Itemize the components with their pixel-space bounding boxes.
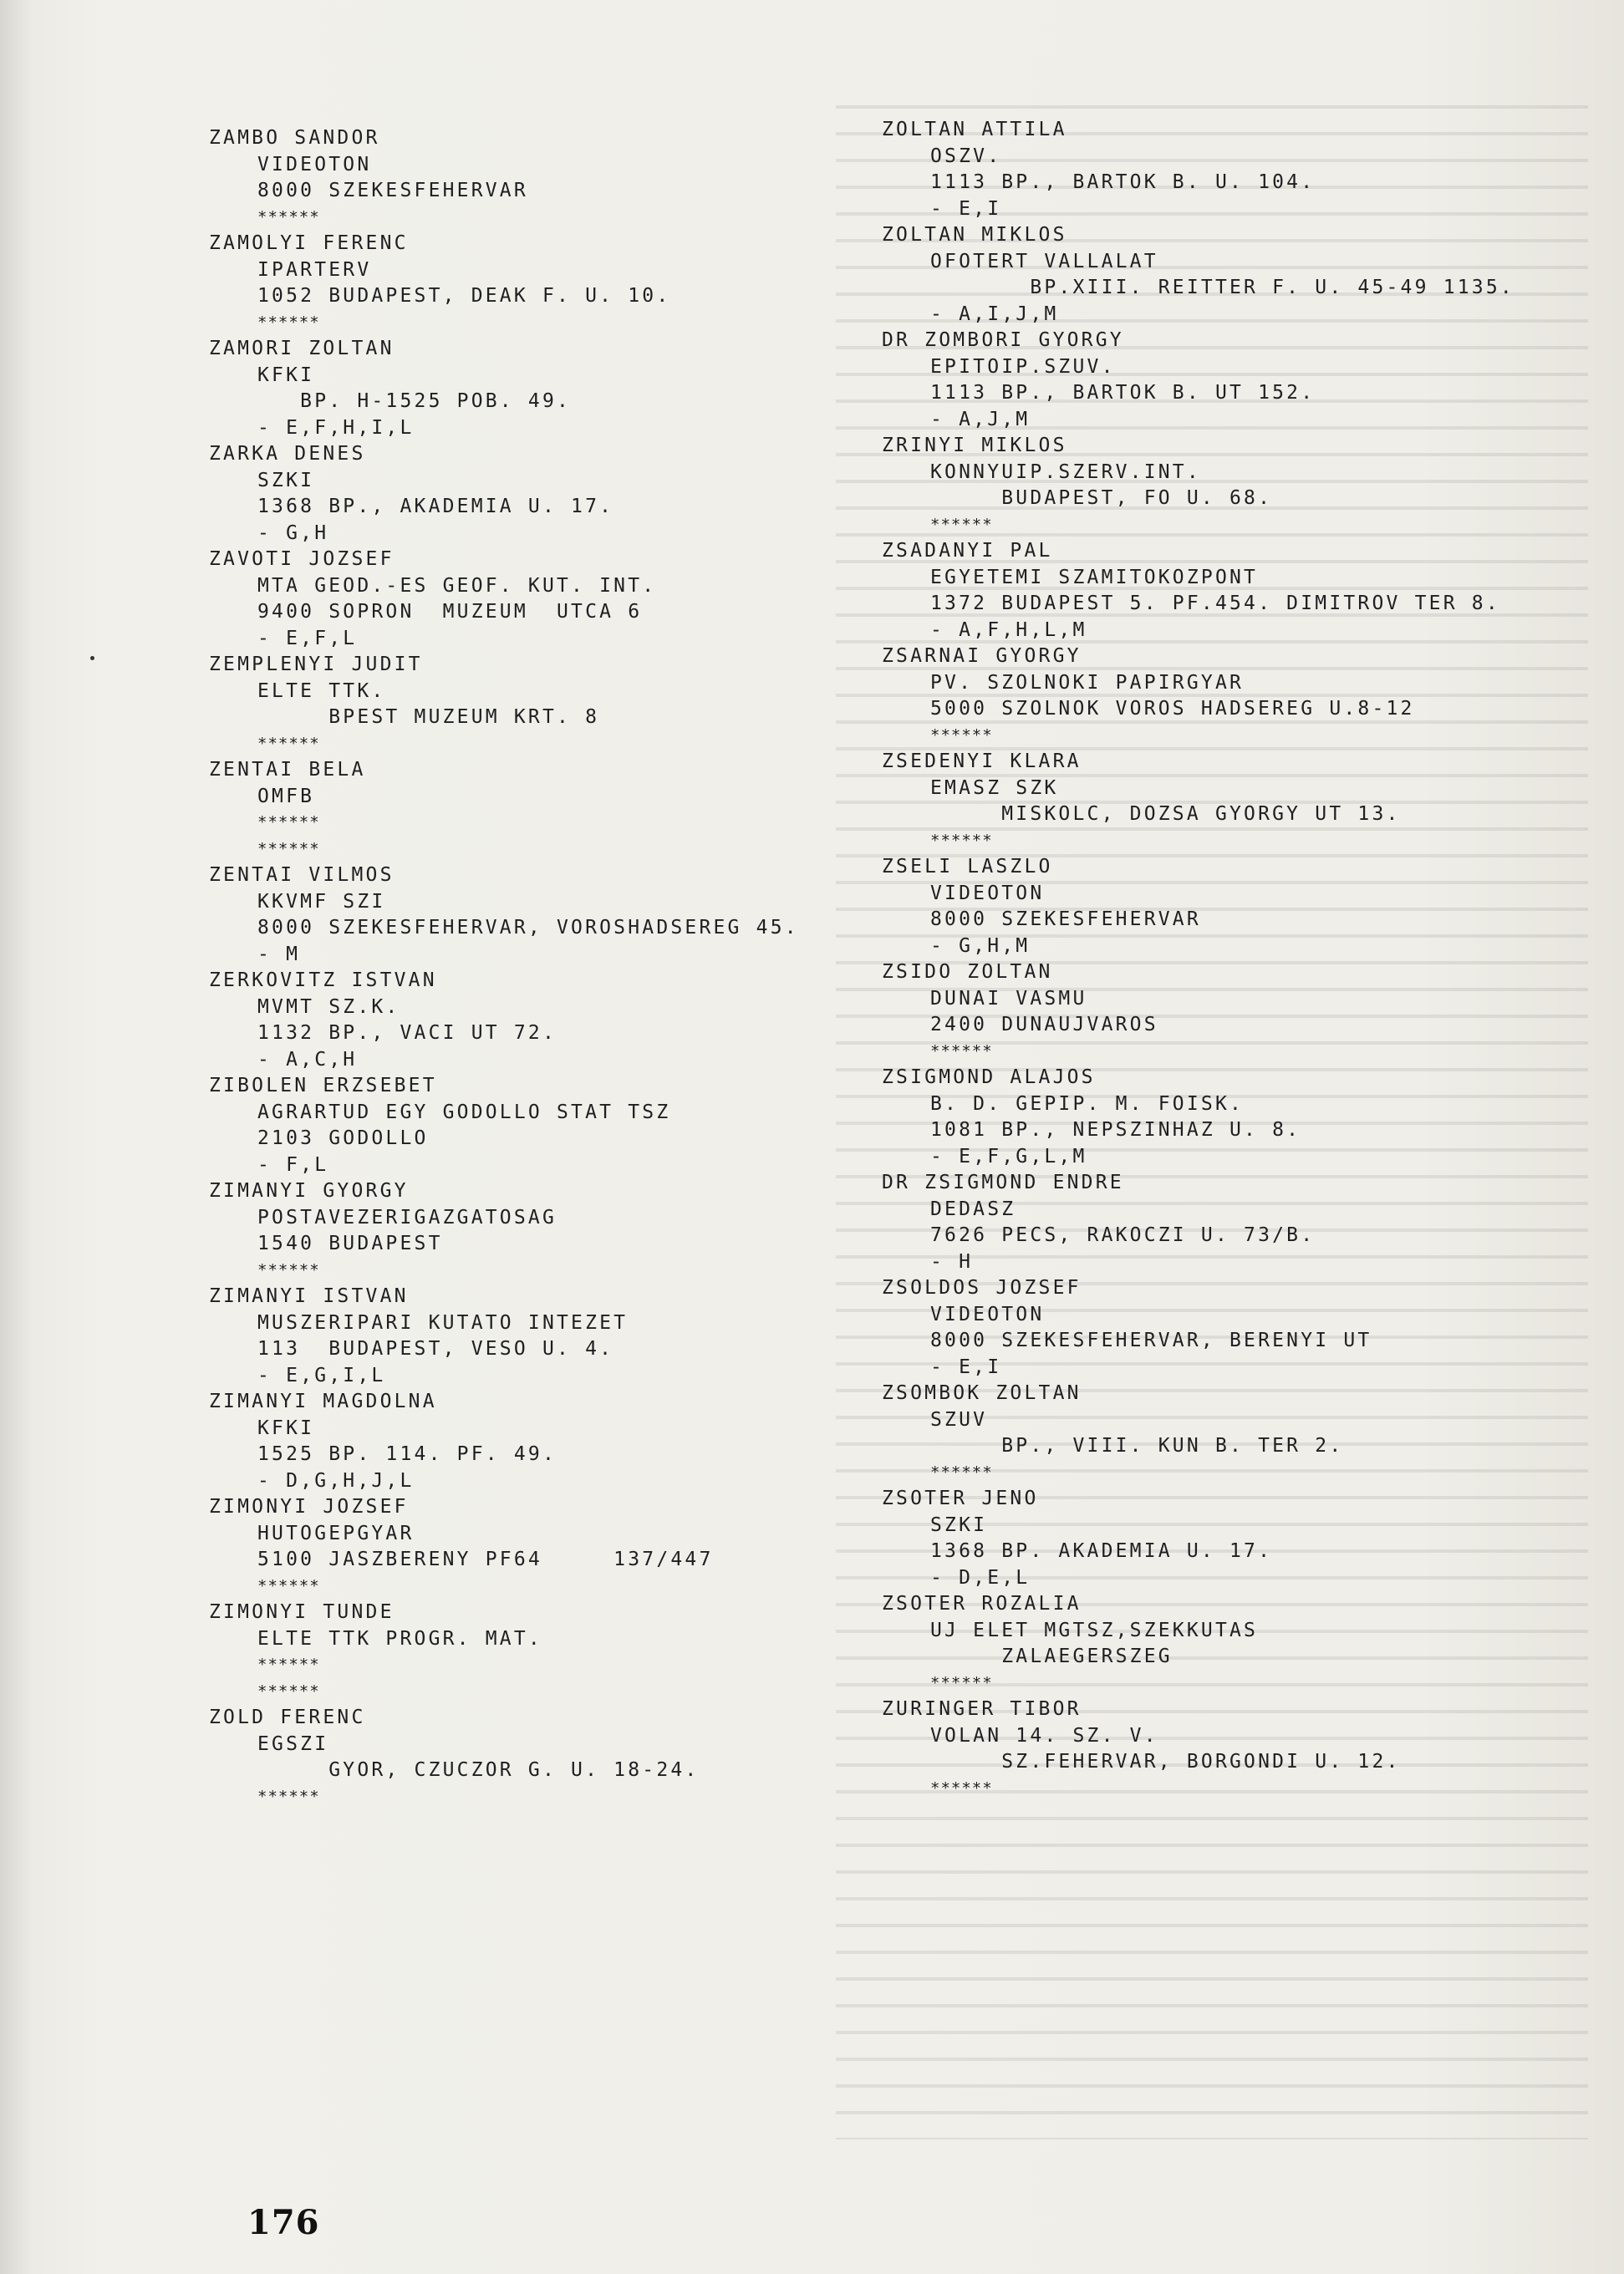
entry-line: EGSZI <box>257 1732 329 1755</box>
directory-entry <box>209 968 799 1073</box>
directory-entry <box>882 1486 1515 1591</box>
entry-line: VOLAN 14. SZ. V. <box>930 1724 1158 1747</box>
directory-entry <box>209 125 799 231</box>
entry-name: ZAMOLYI FERENC <box>209 232 409 254</box>
entry-line: SZKI <box>257 469 315 491</box>
entry-name: ZIMANYI MAGDOLNA <box>209 1391 437 1412</box>
entry-line: 9400 SOPRON MUZEUM UTCA 6 <box>257 601 643 623</box>
entry-line: 2400 DUNAUJVAROS <box>930 1014 1158 1035</box>
entry-line: DUNAI VASMU <box>930 987 1087 1010</box>
entry-line: KFKI <box>257 1417 315 1439</box>
entry-line: B. D. GEPIP. M. FOISK. <box>930 1092 1245 1115</box>
entry-line: OSZV. <box>930 145 1002 167</box>
entry-separator: ****** <box>930 1673 993 1692</box>
entry-separator: ****** <box>257 734 320 753</box>
directory-entry <box>209 862 799 968</box>
entry-line: KFKI <box>257 364 315 386</box>
entry-name: ZSOLDOS JOZSEF <box>882 1277 1082 1299</box>
entry-line: 1368 BP., AKADEMIA U. 17. <box>257 496 614 517</box>
entry-codes: - E,I <box>930 197 1002 220</box>
entry-name: ZSELI LASZLO <box>882 856 1053 878</box>
entry-name: ZOLD FERENC <box>209 1707 366 1728</box>
entry-line: 1052 BUDAPEST, DEAK F. U. 10. <box>257 285 671 307</box>
entry-line: MISKOLC, DOZSA GYORGY UT 13. <box>930 803 1401 825</box>
entry-name: ZSOTER ROZALIA <box>882 1593 1082 1615</box>
entry-line: 1525 BP. 114. PF. 49. <box>257 1443 557 1465</box>
entry-line: DEDASZ <box>930 1198 1016 1220</box>
entry-line: 8000 SZEKESFEHERVAR, BERENYI UT <box>930 1330 1372 1351</box>
entry-line: ELTE TTK PROGR. MAT. <box>257 1627 542 1650</box>
directory-entry <box>882 959 1515 1065</box>
entry-line: UJ ELET MGTSZ,SZEKKUTAS <box>930 1619 1259 1641</box>
directory-entry <box>882 1065 1515 1170</box>
directory-column-right <box>882 117 1515 1802</box>
entry-codes: - A,I,J,M <box>930 303 1059 325</box>
entry-codes: - G,H,M <box>930 934 1031 957</box>
entry-separator: ****** <box>257 839 320 858</box>
entry-name: ZERKOVITZ ISTVAN <box>209 969 437 991</box>
entry-separator: ****** <box>930 1041 993 1061</box>
directory-entry <box>882 1591 1515 1697</box>
entry-line: BP. H-1525 POB. 49. <box>257 390 572 412</box>
directory-entry <box>209 652 799 757</box>
entry-name: ZSADANYI PAL <box>882 540 1053 562</box>
entry-line: HUTOGEPGYAR <box>257 1522 415 1544</box>
entry-codes: - D,G,H,J,L <box>257 1469 415 1492</box>
entry-codes: - A,F,H,L,M <box>930 618 1087 641</box>
entry-line: 8000 SZEKESFEHERVAR <box>930 908 1201 930</box>
directory-entry <box>882 433 1515 538</box>
directory-entry <box>882 749 1515 854</box>
entry-name: ZIMONYI JOZSEF <box>209 1496 409 1518</box>
entry-line: 8000 SZEKESFEHERVAR, VOROSHADSEREG 45. <box>257 917 799 939</box>
entry-separator: ****** <box>930 1778 993 1798</box>
entry-line: 1368 BP. AKADEMIA U. 17. <box>930 1540 1273 1562</box>
entry-codes: - M <box>257 943 301 965</box>
entry-name: ZIBOLEN ERZSEBET <box>209 1075 437 1096</box>
directory-entry <box>882 1275 1515 1381</box>
entry-line: 5000 SZOLNOK VOROS HADSEREG U.8-12 <box>930 698 1415 720</box>
entry-line: MVMT SZ.K. <box>257 995 400 1018</box>
entry-codes: - G,H <box>257 521 329 544</box>
entry-line: KKVMF SZI <box>257 890 386 913</box>
entry-line: EPITOIP.SZUV. <box>930 355 1116 378</box>
stray-mark <box>90 656 94 660</box>
entry-separator: ****** <box>930 725 993 745</box>
directory-entry <box>209 1705 799 1810</box>
directory-entry <box>209 1600 799 1705</box>
directory-entry <box>882 1697 1515 1802</box>
entry-name: ZENTAI BELA <box>209 759 366 781</box>
page-number: 176 <box>247 2203 320 2242</box>
entry-line: GYOR, CZUCZOR G. U. 18-24. <box>257 1759 700 1781</box>
entry-separator: ****** <box>257 1576 320 1595</box>
entry-name: ZSIGMOND ALAJOS <box>882 1066 1096 1088</box>
directory-entry <box>882 538 1515 644</box>
directory-entry <box>209 1178 799 1284</box>
entry-separator: ****** <box>257 1787 320 1806</box>
directory-entry <box>209 231 799 336</box>
entry-name: ZSARNAI GYORGY <box>882 645 1082 667</box>
directory-entry <box>209 1073 799 1178</box>
entry-line: 1372 BUDAPEST 5. PF.454. DIMITROV TER 8. <box>930 593 1500 614</box>
directory-entry <box>209 1494 799 1600</box>
entry-line: EGYETEMI SZAMITOKOZPONT <box>930 566 1259 588</box>
entry-line: 1113 BP., BARTOK B. U. 104. <box>930 171 1316 193</box>
entry-line: KONNYUIP.SZERV.INT. <box>930 460 1201 483</box>
entry-name: DR ZOMBORI GYORGY <box>882 329 1124 351</box>
entry-codes: - F,L <box>257 1153 329 1176</box>
entry-codes: - A,C,H <box>257 1048 358 1071</box>
entry-name: ZSIDO ZOLTAN <box>882 961 1053 983</box>
entry-name: ZIMANYI ISTVAN <box>209 1285 409 1307</box>
entry-name: ZIMONYI TUNDE <box>209 1601 395 1623</box>
entry-line: 1081 BP., NEPSZINHAZ U. 8. <box>930 1119 1301 1141</box>
entry-codes: - D,E,L <box>930 1566 1031 1589</box>
entry-codes: - E,F,H,I,L <box>257 416 415 439</box>
entry-line: POSTAVEZERIGAZGATOSAG <box>257 1206 557 1229</box>
entry-line: 1113 BP., BARTOK B. UT 152. <box>930 382 1316 404</box>
entry-name: ZAMBO SANDOR <box>209 127 380 149</box>
entry-separator: ****** <box>930 831 993 850</box>
entry-line: PV. SZOLNOKI PAPIRGYAR <box>930 671 1245 694</box>
entry-name: ZRINYI MIKLOS <box>882 435 1067 456</box>
entry-separator: ****** <box>257 1681 320 1701</box>
directory-entry <box>882 1381 1515 1486</box>
directory-entry <box>209 336 799 441</box>
entry-line: BP., VIII. KUN B. TER 2. <box>930 1435 1344 1457</box>
directory-entry <box>209 441 799 547</box>
entry-separator: ****** <box>257 813 320 832</box>
directory-entry <box>882 117 1515 222</box>
entry-separator: ****** <box>257 1656 320 1674</box>
entry-line: EMASZ SZK <box>930 776 1059 799</box>
entry-name: ZIMANYI GYORGY <box>209 1180 409 1202</box>
entry-line: ZALAEGERSZEG <box>930 1646 1173 1667</box>
entry-name: ZSOMBOK ZOLTAN <box>882 1382 1082 1404</box>
directory-entry <box>882 1170 1515 1275</box>
entry-name: ZOLTAN MIKLOS <box>882 224 1067 246</box>
entry-separator: ****** <box>257 1260 320 1279</box>
entry-codes: - A,J,M <box>930 408 1031 430</box>
entry-name: ZSOTER JENO <box>882 1488 1039 1509</box>
entry-name: ZOLTAN ATTILA <box>882 119 1067 140</box>
entry-line: 1132 BP., VACI UT 72. <box>257 1022 557 1044</box>
entry-line: 1540 BUDAPEST <box>257 1233 443 1254</box>
entry-line: 8000 SZEKESFEHERVAR <box>257 180 528 201</box>
entry-separator: ****** <box>930 1463 993 1482</box>
entry-name: ZENTAI VILMOS <box>209 864 395 886</box>
entry-line: MUSZERIPARI KUTATO INTEZET <box>257 1311 629 1334</box>
entry-line: 7626 PECS, RAKOCZI U. 73/B. <box>930 1224 1316 1246</box>
directory-entry <box>882 854 1515 959</box>
entry-name: ZSEDENYI KLARA <box>882 750 1082 772</box>
entry-line: SZKI <box>930 1513 988 1536</box>
entry-name: ZEMPLENYI JUDIT <box>209 654 423 675</box>
entry-line: BPEST MUZEUM KRT. 8 <box>257 706 600 728</box>
entry-line: ELTE TTK. <box>257 679 386 702</box>
entry-line: VIDEOTON <box>930 882 1045 904</box>
directory-column-left <box>209 125 799 1810</box>
directory-entry <box>209 757 799 862</box>
entry-codes: - E,F,G,L,M <box>930 1145 1087 1168</box>
entry-line: 2103 GODOLLO <box>257 1127 429 1149</box>
entry-line: AGRARTUD EGY GODOLLO STAT TSZ <box>257 1101 671 1123</box>
entry-line: 113 BUDAPEST, VESO U. 4. <box>257 1338 614 1360</box>
entry-line: IPARTERV <box>257 258 372 281</box>
entry-name: ZURINGER TIBOR <box>882 1698 1082 1720</box>
entry-codes: - E,F,L <box>257 627 358 649</box>
entry-codes: - E,I <box>930 1356 1002 1378</box>
entry-codes: - E,G,I,L <box>257 1364 386 1386</box>
directory-entry <box>209 1389 799 1494</box>
directory-entry <box>209 1284 799 1389</box>
entry-line: OFOTERT VALLALAT <box>930 250 1158 272</box>
entry-line: SZUV <box>930 1408 988 1431</box>
entry-separator: ****** <box>257 313 320 332</box>
entry-line: VIDEOTON <box>257 153 372 176</box>
directory-entry <box>882 644 1515 749</box>
directory-entry <box>882 328 1515 433</box>
entry-name: ZAMORI ZOLTAN <box>209 338 395 359</box>
entry-line: 5100 JASZBERENY PF64 137/447 <box>257 1549 714 1570</box>
entry-line: MTA GEOD.-ES GEOF. KUT. INT. <box>257 574 657 597</box>
entry-line: BUDAPEST, FO U. 68. <box>930 487 1273 509</box>
directory-entry <box>209 547 799 652</box>
entry-name: ZAVOTI JOZSEF <box>209 548 395 570</box>
entry-line: OMFB <box>257 785 315 807</box>
entry-codes: - H <box>930 1250 974 1273</box>
entry-name: ZARKA DENES <box>209 443 366 465</box>
directory-entry <box>882 222 1515 328</box>
entry-separator: ****** <box>930 515 993 534</box>
entry-name: DR ZSIGMOND ENDRE <box>882 1172 1124 1193</box>
entry-line: SZ.FEHERVAR, BORGONDI U. 12. <box>930 1751 1401 1773</box>
entry-line: VIDEOTON <box>930 1303 1045 1325</box>
entry-line: BP.XIII. REITTER F. U. 45-49 1135. <box>930 277 1515 298</box>
entry-separator: ****** <box>257 207 320 226</box>
